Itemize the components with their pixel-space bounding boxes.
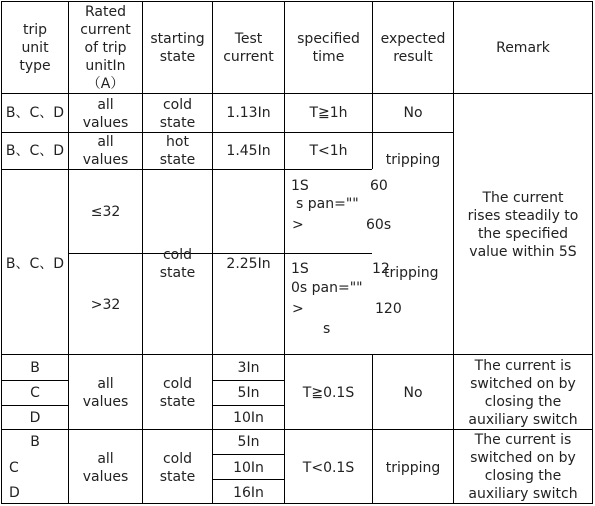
row2-current: 1.45In bbox=[226, 143, 271, 159]
row5-remark: The current is switched on by closing the auxiliary switch bbox=[468, 432, 578, 502]
row3-rated-b: >32 bbox=[90, 297, 121, 313]
row3-time-a-2: 60 bbox=[370, 178, 388, 194]
row3-time-a-1: 1S bbox=[291, 178, 309, 194]
col-line-5a bbox=[372, 1, 373, 169]
row3-result: tripping bbox=[384, 265, 439, 281]
row3-remark: The current rises steadily to the specified value within 5S bbox=[467, 190, 579, 260]
row4-current-1: 3In bbox=[237, 360, 260, 376]
row3-time-b-3: 0s pan="" bbox=[291, 280, 363, 296]
row4-type-c: C bbox=[30, 385, 40, 401]
header-test-current: Test current bbox=[223, 31, 274, 65]
row5-rated: all values bbox=[82, 451, 129, 485]
row4-remark: The current is switched on by closing the auxiliary switch bbox=[468, 358, 578, 428]
row4-current-2: 5In bbox=[237, 385, 260, 401]
row-line-5a bbox=[212, 454, 284, 455]
row4-type-d: D bbox=[29, 410, 41, 426]
row-line-3 bbox=[1, 354, 593, 355]
row4-rated: all values bbox=[82, 376, 129, 410]
row5-time: T<0.1S bbox=[302, 460, 355, 476]
row2-rated: all values bbox=[82, 134, 129, 168]
row-line-5b bbox=[212, 479, 284, 480]
row4-type-b: B bbox=[30, 360, 40, 376]
row-line-4c bbox=[212, 380, 284, 381]
row5-current-2: 10In bbox=[233, 460, 264, 476]
row4-current-3: 10In bbox=[233, 410, 264, 426]
row3-time-a-4: > bbox=[292, 217, 304, 233]
header-specified-time: specified time bbox=[297, 31, 360, 65]
header-expected-result: expected result bbox=[380, 31, 446, 65]
row3-time-b-5: 120 bbox=[375, 301, 402, 317]
row3-rated-a: ≤32 bbox=[90, 204, 121, 220]
row-line-4b bbox=[1, 405, 68, 406]
row-line-3-split bbox=[68, 253, 372, 254]
row5-result: tripping bbox=[385, 460, 441, 476]
row3-time-b-1: 1S bbox=[291, 261, 309, 277]
row1-current: 1.13In bbox=[226, 105, 271, 121]
row5-current-3: 16In bbox=[233, 485, 264, 501]
row2-time: T<1h bbox=[309, 143, 348, 159]
table-border-bottom bbox=[1, 503, 593, 504]
row5-state: cold state bbox=[159, 451, 196, 485]
row-line-4 bbox=[1, 429, 593, 430]
row-line-4a bbox=[1, 380, 68, 381]
row3-type: B、C、D bbox=[5, 256, 65, 272]
table-border-top bbox=[1, 1, 593, 2]
row3-state: cold state bbox=[159, 247, 196, 281]
row3-time-a-5: 60s bbox=[366, 217, 392, 233]
row2-result: tripping bbox=[385, 152, 441, 168]
row2-state: hot state bbox=[159, 134, 196, 168]
row1-rated: all values bbox=[82, 97, 129, 131]
row4-time: T≧0.1S bbox=[302, 385, 355, 401]
row1-state: cold state bbox=[159, 97, 196, 131]
row1-type: B、C、D bbox=[5, 105, 65, 121]
header-trip-unit-type: trip unit type bbox=[19, 22, 51, 74]
header-rated-current: Rated current of trip unitIn （A） bbox=[80, 4, 131, 92]
row-line-4d bbox=[212, 405, 284, 406]
row-line-2a bbox=[1, 169, 372, 170]
row3-time-b-6: s bbox=[323, 321, 331, 337]
row5-type-c: C bbox=[9, 460, 19, 476]
row2-type: B、C、D bbox=[5, 143, 65, 159]
row5-type-b: B bbox=[30, 434, 40, 450]
row3-time-b-4: > bbox=[292, 301, 304, 317]
header-starting-state: starting state bbox=[150, 31, 205, 65]
row4-result: No bbox=[403, 385, 423, 401]
row1-result: No bbox=[403, 105, 423, 121]
row4-state: cold state bbox=[159, 376, 196, 410]
row5-current-1: 5In bbox=[237, 434, 260, 450]
row5-type-d: D bbox=[9, 485, 20, 501]
row3-current: 2.25In bbox=[226, 256, 271, 272]
header-remark: Remark bbox=[496, 40, 550, 56]
row1-time: T≧1h bbox=[309, 105, 348, 121]
row3-time-a-3: s pan="" bbox=[296, 196, 359, 212]
row-line-header bbox=[1, 93, 593, 94]
row3-time-b-2: 12 bbox=[372, 261, 390, 277]
